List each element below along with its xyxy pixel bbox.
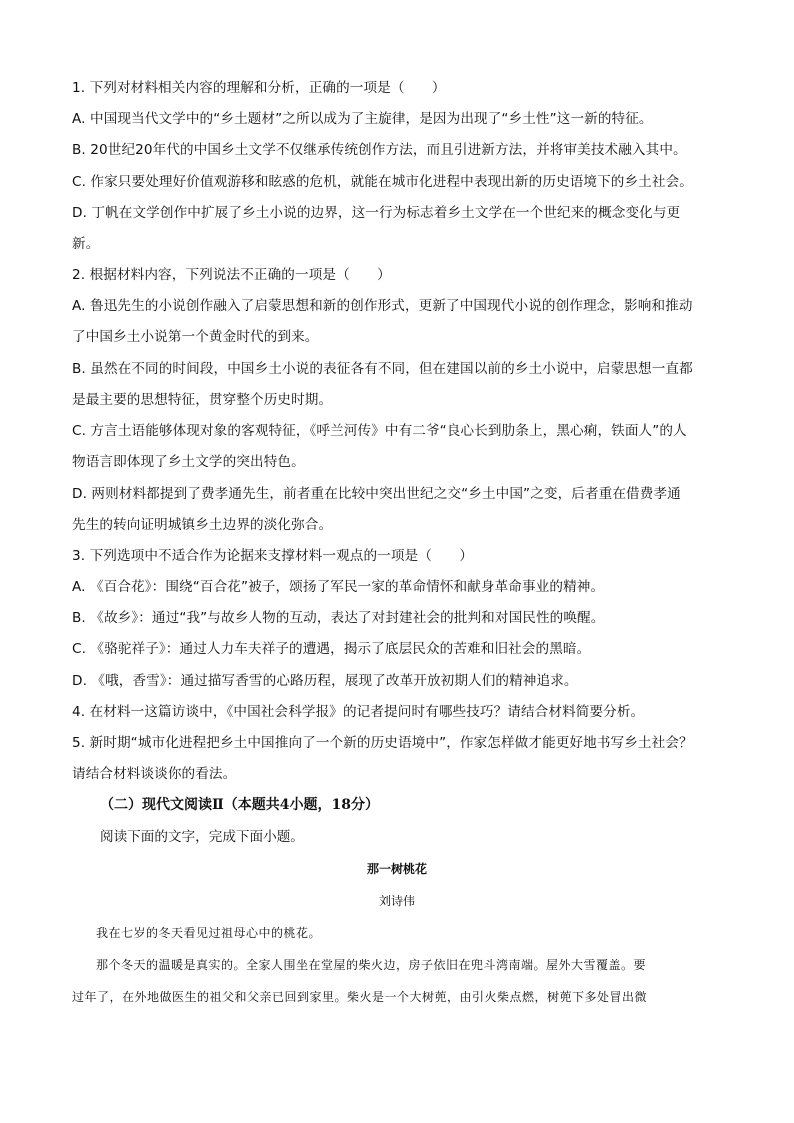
question-2-option-d-line1: D. 两则材料都提到了费孝通先生，前者重在比较中突出世纪之交“乡土中国”之变，后者重在借费孝通 <box>72 486 681 502</box>
story-paragraph-2-line2: 过年了，在外地做医生的祖父和父亲已回到家里。柴火是一个大树蔸，由引火柴点燃，树蔸下多处冒出微 <box>72 990 648 1004</box>
question-3-option-a: A. 《百合花》：围绕“百合花”被子，颂扬了军民一家的革命情怀和献身革命事业的精神。 <box>72 579 605 595</box>
question-5-line1: 5. 新时期“城市化进程把乡土中国推向了一个新的历史语境中”，作家怎样做才能更好地书写乡土社会？ <box>72 735 693 751</box>
question-1-option-d-line2: 新。 <box>72 236 100 252</box>
question-5-line2: 请结合材料谈谈你的看法。 <box>72 766 237 782</box>
question-1-option-c: C. 作家只要处理好价值观游移和眩惑的危机，就能在城市化进程中表现出新的历史语境下的乡土社会。 <box>72 174 693 190</box>
question-3-option-b: B. 《故乡》：通过“我”与故乡人物的互动，表达了对封建社会的批判和对国民性的唤醒。 <box>72 610 605 626</box>
question-3-stem: 3. 下列选项中不适合作为论据来支撑材料一观点的一项是（ ） <box>72 548 474 564</box>
story-paragraph-1: 我在七岁的冬天看见过祖母心中的桃花。 <box>96 926 322 940</box>
question-1-option-b: B. 20世纪20年代的中国乡土文学不仅继承传统创作方法，而且引进新方法，并将审美技术融入其中。 <box>72 142 687 158</box>
question-2-option-c-line2: 物语言即体现了乡土文学的突出特色。 <box>72 454 305 470</box>
story-title: 那一树桃花 <box>366 862 427 876</box>
section-heading: （二）现代文阅读Ⅱ（本题共4小题，18分） <box>100 797 380 813</box>
question-2-stem: 2. 根据材料内容，下列说法不正确的一项是（ ） <box>72 267 391 283</box>
question-2-option-a-line1: A. 鲁迅先生的小说创作融入了启蒙思想和新的创作形式，更新了中国现代小说的创作理念，影响和推动 <box>72 298 693 314</box>
question-1-stem: 1. 下列对材料相关内容的理解和分析，正确的一项是（ ） <box>72 80 446 96</box>
question-3-option-c: C. 《骆驼祥子》：通过人力车夫祥子的遭遇，揭示了底层民众的苦难和旧社会的黑暗。 <box>72 641 591 657</box>
question-2-option-c-line1: C. 方言土语能够体现对象的客观特征，《呼兰河传》中有二爷“良心长到肋条上，黑心痢，铁面人”的人 <box>72 423 687 439</box>
question-4: 4. 在材料一这篇访谈中，《中国社会科学报》的记者提问时有哪些技巧？请结合材料简要分析。 <box>72 704 645 720</box>
question-1-option-d-line1: D. 丁帆在文学创作中扩展了乡土小说的边界，这一行为标志着乡土文学在一个世纪来的概念变化与更 <box>72 205 681 221</box>
story-paragraph-2-line1: 那个冬天的温暖是真实的。全家人围坐在堂屋的柴火边，房子依旧在兜斗湾南端。屋外大雪覆盖。要 <box>96 958 647 972</box>
section-intro: 阅读下面的文字，完成下面小题。 <box>100 829 304 845</box>
question-2-option-d-line2: 先生的转向证明城镇乡土边界的淡化弥合。 <box>72 517 333 533</box>
question-2-option-a-line2: 了中国乡土小说第一个黄金时代的到来。 <box>72 329 319 345</box>
question-1-option-a: A. 中国现当代文学中的“乡土题材”之所以成为了主旋律，是因为出现了“乡土性”这一新的特征。 <box>72 111 653 127</box>
story-author: 刘诗伟 <box>378 894 415 908</box>
question-3-option-d: D. 《哦，香雪》：通过描写香雪的心路历程，展现了改革开放初期人们的精神追求。 <box>72 673 578 689</box>
question-2-option-b-line1: B. 虽然在不同的时间段，中国乡土小说的表征各有不同，但在建国以前的乡土小说中，启蒙思想一直都 <box>72 361 693 377</box>
question-2-option-b-line2: 是最主要的思想特征，贯穿整个历史时期。 <box>72 392 333 408</box>
